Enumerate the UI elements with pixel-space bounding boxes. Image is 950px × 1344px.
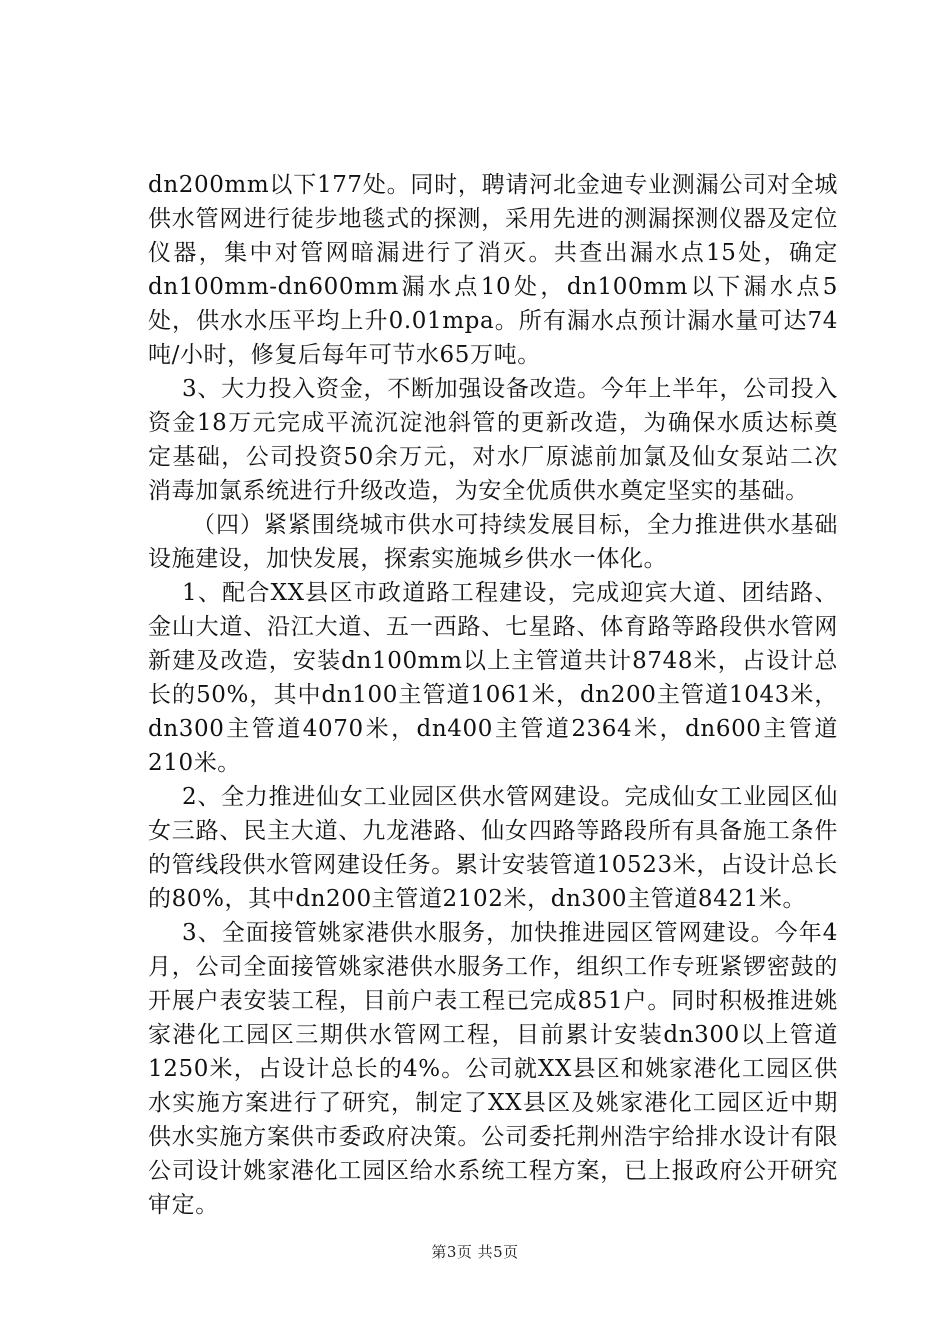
paragraph-xiannv-industrial-park: 2、全力推进仙女工业园区供水管网建设。完成仙女工业园区仙女三路、民主大道、九龙港路、仙女四路等路段所有具备施工条件的管线段供水管网建设任务。累计安装管道10523米，占设计总长的80%，其中dn200主管道2102米，dn300主管道8421米。 [148, 784, 838, 912]
paragraph-section-four-heading: （四）紧紧围绕城市供水可持续发展目标，全力推进供水基础设施建设，加快发展，探索实施城乡供水一体化。 [148, 512, 838, 572]
paragraph-leak-detection: dn200mm以下177处。同时，聘请河北金迪专业测漏公司对全城供水管网进行徒步地毯式的探测，采用先进的测漏探测仪器及定位仪器，集中对管网暗漏进行了消灭。共查出漏水点15处，确定dn100mm-dn600mm漏水点10处，dn100mm以下漏水点5处，供水水压平均上升0.01mpa。所有漏水点预计漏水量可达74吨/小时，修复后每年可节水65万吨。 [148, 172, 838, 368]
paragraph-municipal-road-pipelines: 1、配合XX县区市政道路工程建设，完成迎宾大道、团结路、金山大道、沿江大道、五一西路、七星路、体育路等路段供水管网新建及改造，安装dn100mm以上主管道共计8748米，占设计总长的50%，其中dn100主管道1061米，dn200主管道1043米，dn300主管道4070米，dn400主管道2364米，dn600主管道210米。 [148, 580, 838, 776]
paragraph-equipment-investment: 3、大力投入资金，不断加强设备改造。今年上半年，公司投入资金18万元完成平流沉淀池斜管的更新改造，为确保水质达标奠定基础，公司投资50余万元，对水厂原滤前加氯及仙女泵站二次消毒加氯系统进行升级改造，为安全优质供水奠定坚实的基础。 [148, 376, 838, 504]
page-number-footer: 第3页 共5页 [431, 1243, 519, 1261]
document-body [148, 168, 838, 1222]
paragraph-yaojiagang-takeover: 3、全面接管姚家港供水服务，加快推进园区管网建设。今年4月，公司全面接管姚家港供水服务工作，组织工作专班紧锣密鼓的开展户表安装工程，目前户表工程已完成851户。同时积极推进姚家港化工园区三期供水管网工程，目前累计安装dn300以上管道1250米，占设计总长的4%。公司就XX县区和姚家港化工园区供水实施方案进行了研究，制定了XX县区及姚家港化工园区近中期供水实施方案供市委政府决策。公司委托荆州浩宇给排水设计有限公司设计姚家港化工园区给水系统工程方案，已上报政府公开研究审定。 [148, 920, 838, 1218]
